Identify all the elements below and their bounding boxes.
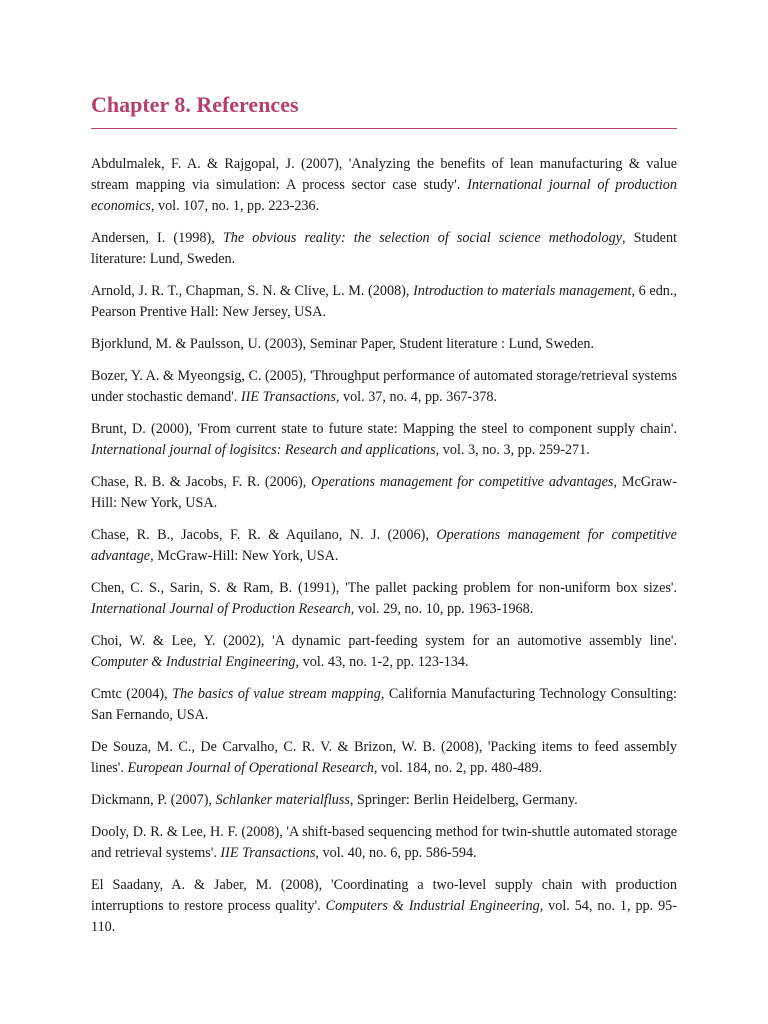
reference-entry: Bjorklund, M. & Paulsson, U. (2003), Seminar Paper, Student literature : Lund, Sweden. <box>91 336 595 352</box>
document-page <box>91 90 677 949</box>
reference-entry: Cmtc (2004), The basics of value stream mapping, California Manufacturing Technology Consulting: San Fernando, USA. <box>91 686 677 723</box>
chapter-title: Chapter 8. References <box>91 92 299 117</box>
reference-entry: Dooly, D. R. & Lee, H. F. (2008), 'A shift-based sequencing method for twin-shuttle automated storage and retrieval systems'. IIE Transactions, vol. 40, no. 6, pp. 586-594. <box>91 824 677 861</box>
reference-list <box>91 154 677 938</box>
reference-entry: Arnold, J. R. T., Chapman, S. N. & Clive, L. M. (2008), Introduction to materials management, 6 edn., Pearson Prentive Hall: New Jersey, USA. <box>91 283 677 320</box>
reference-entry: El Saadany, A. & Jaber, M. (2008), 'Coordinating a two-level supply chain with production interruptions to restore process quality'. Computers & Industrial Engineering, vol. 54, no. 1, pp. 95-110. <box>91 877 677 935</box>
reference-entry: Bozer, Y. A. & Myeongsig, C. (2005), 'Throughput performance of automated storage/retrieval systems under stochastic demand'. IIE Transactions, vol. 37, no. 4, pp. 367-378. <box>91 368 677 405</box>
reference-entry: Andersen, I. (1998), The obvious reality: the selection of social science methodology, Student literature: Lund, Sweden. <box>91 230 677 267</box>
reference-entry: Abdulmalek, F. A. & Rajgopal, J. (2007), 'Analyzing the benefits of lean manufacturing & value stream mapping via simulation: A process sector case study'. International journal of production economics, vol. 107, no. 1, pp. 223-236. <box>91 156 677 214</box>
reference-entry: Dickmann, P. (2007), Schlanker materialfluss, Springer: Berlin Heidelberg, Germany. <box>91 792 578 808</box>
reference-entry: Choi, W. & Lee, Y. (2002), 'A dynamic part-feeding system for an automotive assembly line'. Computer & Industrial Engineering, vol. 43, no. 1-2, pp. 123-134. <box>91 633 677 670</box>
reference-entry: Chen, C. S., Sarin, S. & Ram, B. (1991), 'The pallet packing problem for non-uniform box sizes'. International Journal of Production Research, vol. 29, no. 10, pp. 1963-1968. <box>91 580 677 617</box>
title-divider <box>91 128 677 129</box>
reference-entry: Chase, R. B. & Jacobs, F. R. (2006), Operations management for competitive advantages, McGraw-Hill: New York, USA. <box>91 474 678 511</box>
reference-entry: De Souza, M. C., De Carvalho, C. R. V. & Brizon, W. B. (2008), 'Packing items to feed assembly lines'. European Journal of Operational Research, vol. 184, no. 2, pp. 480-489. <box>91 739 677 776</box>
reference-entry: Chase, R. B., Jacobs, F. R. & Aquilano, N. J. (2006), Operations management for competitive advantage, McGraw-Hill: New York, USA. <box>91 527 677 564</box>
reference-entry: Brunt, D. (2000), 'From current state to future state: Mapping the steel to component supply chain'. International journal of logisitcs: Research and applications, vol. 3, no. 3, pp. 259-271. <box>91 421 677 458</box>
